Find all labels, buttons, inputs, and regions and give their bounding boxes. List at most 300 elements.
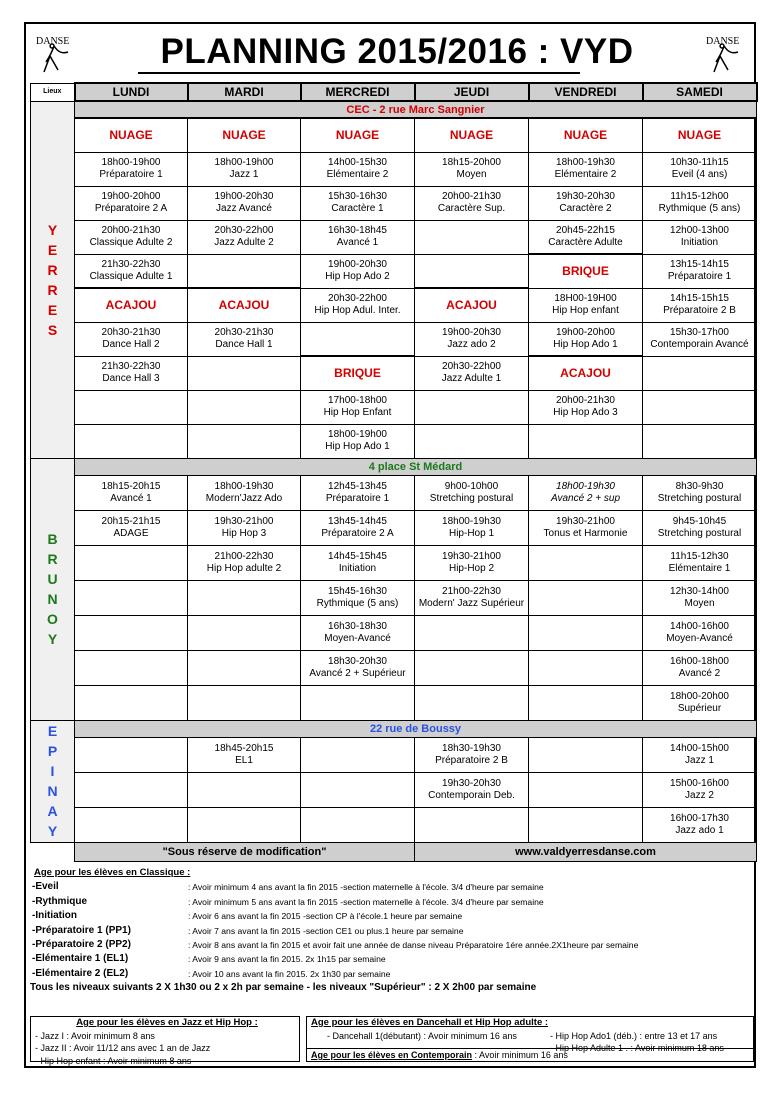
class-level: Jazz Adulte 1 (441, 373, 502, 384)
schedule-row (31, 288, 757, 322)
class-time: 14h00-15h30 (328, 157, 387, 168)
class-slot (188, 685, 301, 720)
class-time: 16h00-18h00 (670, 655, 729, 667)
room-name: NUAGE (75, 118, 188, 152)
room-name: ACAJOU (529, 356, 643, 390)
class-time: 20h30-22h00 (328, 293, 387, 304)
age-note-label: -Initiation (32, 910, 77, 922)
class-slot (415, 390, 529, 424)
class-level: Avancé 1 (110, 492, 152, 504)
dancehall-box-heading: Age pour les élèves en Dancehall et Hip Hop adulte : (311, 1017, 549, 1028)
town-letter: E (47, 301, 58, 318)
class-slot (529, 545, 643, 580)
title-underline (138, 72, 580, 74)
day-header: VENDREDI (529, 83, 643, 101)
age-note-row (28, 924, 756, 938)
class-slot (301, 772, 415, 807)
town-letter: I (50, 763, 55, 779)
age-note-text: : Avoir minimum 5 ans avant la fin 2015 -section maternelle à l'école. 3/4 d'heure par semaine (188, 896, 544, 907)
class-level: Jazz ado 2 (447, 339, 496, 350)
class-time: 11h15-12h00 (670, 191, 729, 202)
svg-text:DANSE: DANSE (706, 36, 740, 47)
schedule-row (31, 772, 757, 807)
age-note-label: -Rythmique (32, 895, 87, 907)
class-time: 18h30-20h30 (328, 655, 387, 667)
class-slot (529, 615, 643, 650)
class-time: 16h00-17h30 (670, 812, 729, 824)
class-time: 15h30-16h30 (328, 191, 387, 202)
town-letter: R (47, 261, 58, 278)
schedule-row (31, 220, 757, 254)
class-slot (301, 580, 415, 615)
class-slot (415, 186, 529, 220)
class-level: Initiation (338, 562, 377, 574)
class-time: 15h45-16h30 (328, 585, 387, 597)
age-note-text: : Avoir 10 ans avant la fin 2015. 2x 1h30 par semaine (188, 968, 391, 979)
class-level: Classique Adulte 2 (89, 237, 173, 248)
age-note-text: : Avoir 8 ans avant la fin 2015 et avoir fait une année de danse niveau Préparatoire 1ére année.2X1heure par semaine (188, 940, 639, 951)
class-slot (529, 650, 643, 685)
class-level: EL1 (235, 754, 253, 766)
hiphop-age-line: - Hip Hop Ado1 (déb.) : entre 13 et 17 ans (550, 1030, 718, 1041)
class-slot (188, 186, 301, 220)
class-time: 16h30-18h30 (328, 620, 387, 632)
class-slot (301, 685, 415, 720)
class-slot (415, 737, 529, 772)
class-time: 19h00-20h30 (214, 191, 274, 202)
class-slot (643, 807, 757, 842)
class-level: Moyen (684, 597, 715, 609)
class-time: 12h45-13h45 (328, 480, 387, 492)
class-time: 18h30-19h30 (442, 742, 501, 754)
town-label (31, 101, 75, 458)
class-time: 10h30-11h15 (670, 157, 729, 168)
class-slot (415, 475, 529, 510)
class-slot (643, 390, 757, 424)
jazz-box-heading: Age pour les élèves en Jazz et Hip Hop : (76, 1017, 258, 1028)
dancehall-box (306, 1016, 754, 1062)
day-header: LUNDI (75, 83, 188, 101)
class-level: Préparatoire 2 A (94, 203, 168, 214)
schedule-row (31, 545, 757, 580)
class-time: 19h00-20h00 (556, 326, 615, 338)
class-time: 21h00-22h30 (442, 585, 501, 597)
class-slot (75, 737, 188, 772)
class-slot (643, 615, 757, 650)
room-name: NUAGE (529, 118, 643, 152)
class-slot (415, 356, 529, 390)
class-slot (643, 288, 757, 322)
class-slot (75, 475, 188, 510)
class-slot (301, 737, 415, 772)
days-header-row (31, 83, 757, 101)
class-level: Jazz ado 1 (675, 824, 724, 836)
class-slot (529, 475, 643, 510)
class-level: Tonus et Harmonie (543, 527, 628, 539)
class-slot (301, 220, 415, 254)
class-slot (75, 510, 188, 545)
class-time: 19h30-20h30 (556, 191, 615, 202)
schedule-row (31, 615, 757, 650)
town-label (31, 720, 75, 842)
class-level: Caractère Sup. (437, 203, 506, 214)
class-slot (75, 152, 188, 186)
town-letter: A (47, 803, 58, 819)
class-time: 18h00-19h00 (214, 157, 274, 168)
class-time: 20h45-22h15 (556, 224, 615, 236)
schedule-table (30, 82, 758, 862)
class-slot (529, 737, 643, 772)
class-slot (188, 475, 301, 510)
jazz-age-line: - Hip Hop enfant : Avoir minimum 8 ans (35, 1055, 192, 1066)
age-note-text: : Avoir minimum 4 ans avant la fin 2015 -section maternelle à l'école. 3/4 d'heure par semaine (188, 882, 544, 893)
class-level: Caractère 2 (559, 203, 612, 214)
class-slot (643, 737, 757, 772)
class-slot (415, 322, 529, 356)
class-level: Supérieur (677, 702, 722, 714)
class-level: Jazz 1 (685, 754, 714, 766)
class-level: Stretching postural (657, 492, 742, 504)
location-address: CEC - 2 rue Marc Sangnier (75, 101, 757, 118)
class-slot (643, 322, 757, 356)
room-name: NUAGE (643, 118, 757, 152)
day-header: MERCREDI (301, 83, 415, 101)
class-slot (301, 650, 415, 685)
class-slot (529, 580, 643, 615)
class-level: Hip Hop enfant (552, 305, 619, 316)
age-note-row (28, 895, 756, 909)
class-slot (301, 807, 415, 842)
town-letter: N (47, 591, 58, 607)
class-time: 19h30-21h00 (442, 550, 501, 562)
schedule-row (31, 152, 757, 186)
age-note-label: -Elémentaire 2 (EL2) (32, 967, 129, 979)
class-slot (529, 220, 643, 254)
class-time: 19h00-20h30 (328, 259, 387, 270)
class-time: 14h00-15h00 (670, 742, 729, 754)
class-slot (188, 254, 301, 288)
class-slot (643, 356, 757, 390)
class-time: 18h00-19h00 (101, 157, 161, 168)
class-time: 8h30-9h30 (675, 480, 724, 492)
class-time: 21h00-22h30 (214, 550, 274, 562)
age-note-row (28, 967, 756, 981)
class-level: Préparatoire 2 B (663, 305, 736, 316)
class-time: 9h45-10h45 (672, 515, 727, 527)
dancehall-age-line: - Dancehall 1(débutant) : Avoir minimum 16 ans (327, 1030, 517, 1041)
class-slot (188, 615, 301, 650)
age-note-text: : Avoir 7 ans avant la fin 2015 -section CE1 ou plus.1 heure par semaine (188, 925, 464, 936)
class-slot (643, 685, 757, 720)
schedule-row (31, 580, 757, 615)
class-slot (301, 615, 415, 650)
class-level: Stretching postural (429, 492, 514, 504)
class-level: Rythmique (5 ans) (658, 203, 741, 214)
town-letter: Y (47, 823, 58, 839)
class-time: 18h15-20h00 (442, 157, 501, 168)
room-name: BRIQUE (301, 356, 415, 390)
class-level: Avancé 2 (678, 667, 721, 679)
class-slot (188, 322, 301, 356)
class-time: 19h30-21h00 (214, 515, 274, 527)
class-slot (529, 390, 643, 424)
class-level: Rythmique (5 ans) (316, 597, 399, 609)
town-letter: E (47, 723, 58, 739)
class-slot (188, 510, 301, 545)
age-boxes (30, 1016, 754, 1066)
class-time: 20h00-21h30 (556, 395, 615, 406)
class-slot (529, 807, 643, 842)
class-time: 19h00-20h30 (442, 327, 501, 338)
town-letter: Y (47, 221, 58, 238)
class-time: 11h15-12h30 (670, 550, 729, 562)
class-level: Hip Hop Ado 1 (553, 338, 618, 350)
schedule-row (31, 424, 757, 458)
class-slot (529, 772, 643, 807)
class-slot (75, 650, 188, 685)
class-time: 18h00-19h30 (556, 157, 615, 168)
class-level: Avancé 2 + sup (550, 492, 621, 504)
jazz-age-line: - Jazz II : Avoir 11/12 ans avec 1 an de Jazz (35, 1043, 211, 1053)
class-slot (643, 510, 757, 545)
class-time: 12h00-13h00 (670, 225, 729, 236)
class-time: 18h15-20h15 (101, 480, 161, 492)
class-slot (188, 390, 301, 424)
class-level: Moyen-Avancé (324, 632, 391, 644)
age-note-row (28, 938, 756, 952)
location-row (31, 720, 757, 737)
schedule-row (31, 254, 757, 288)
class-level: Initiation (680, 237, 719, 248)
age-note-label: -Préparatoire 2 (PP2) (32, 939, 131, 951)
town-letter: R (47, 551, 58, 567)
age-note-row (28, 880, 756, 894)
class-time: 13h45-14h45 (328, 515, 387, 527)
svg-text:DANSE: DANSE (36, 36, 70, 47)
room-name: ACAJOU (188, 288, 301, 322)
hiphop-age-line: - Hip Hop Adulte 1 . : Avoir minimum 18 ans (550, 1043, 724, 1053)
schedule-row (31, 356, 757, 390)
class-time: 20h00-21h30 (101, 225, 161, 236)
room-name: NUAGE (415, 118, 529, 152)
class-slot (529, 424, 643, 458)
class-level: Stretching postural (657, 527, 742, 539)
class-level: Préparatoire 2 A (321, 527, 394, 539)
class-slot (643, 220, 757, 254)
age-note-label: -Préparatoire 1 (PP1) (32, 924, 131, 936)
class-time: 19h30-20h30 (442, 777, 501, 789)
class-slot (529, 685, 643, 720)
class-slot (75, 424, 188, 458)
class-slot (415, 220, 529, 254)
class-slot (415, 580, 529, 615)
class-time: 12h30-14h00 (670, 585, 729, 597)
room-name: BRIQUE (529, 254, 643, 288)
class-slot (415, 807, 529, 842)
class-time: 19h30-21h00 (556, 515, 615, 527)
footer-disclaimer: "Sous réserve de modification" (75, 842, 415, 861)
class-time: 20h30-22h00 (442, 361, 501, 372)
class-level: Avancé 2 + Supérieur (309, 667, 406, 679)
class-level: Contemporain Deb. (428, 789, 515, 801)
class-slot (415, 545, 529, 580)
class-level: Jazz Avancé (216, 203, 272, 214)
class-level: Hip Hop Enfant (323, 407, 392, 418)
class-time: 16h30-18h45 (328, 225, 387, 236)
day-header: JEUDI (415, 83, 529, 101)
class-slot (188, 152, 301, 186)
class-level: Caractère Adulte (548, 236, 623, 248)
jazz-age-line: - Jazz I : Avoir minimum 8 ans (35, 1030, 155, 1041)
class-level: Modern'Jazz Ado (205, 492, 283, 504)
class-slot (301, 152, 415, 186)
class-slot (75, 580, 188, 615)
class-slot (643, 650, 757, 685)
class-slot (643, 545, 757, 580)
class-level: Dance Hall 3 (102, 373, 160, 384)
footer-row (31, 842, 757, 861)
schedule-row (31, 118, 757, 152)
class-slot (75, 254, 188, 288)
planning-sheet (24, 22, 756, 1068)
class-time: 17h00-18h00 (328, 395, 387, 406)
class-level: Dance Hall 2 (102, 339, 160, 350)
town-letter: Y (47, 631, 58, 647)
class-level: Hip Hop Adul. Inter. (314, 305, 401, 316)
class-time: 20h30-21h30 (214, 327, 274, 338)
class-level: Préparatoire 1 (325, 492, 390, 504)
class-time: 19h00-20h00 (101, 191, 161, 202)
contemporain-text: : Avoir minimum 16 ans (472, 1050, 568, 1060)
class-slot (415, 772, 529, 807)
class-slot (643, 254, 757, 288)
age-note-text: : Avoir 6 ans avant la fin 2015 -section CP à l'école.1 heure par semaine (188, 911, 463, 922)
class-time: 18h00-19h30 (556, 480, 615, 492)
schedule-row (31, 186, 757, 220)
schedule-row (31, 475, 757, 510)
class-time: 15h00-16h00 (670, 777, 729, 789)
class-level: Elémentaire 2 (554, 169, 617, 180)
class-slot (415, 615, 529, 650)
class-time: 20h30-22h00 (214, 225, 274, 236)
classique-heading: Age pour les élèves en Classique : (34, 867, 191, 878)
class-level: Avancé 1 (336, 237, 379, 248)
age-notes (28, 866, 756, 996)
class-time: 20h00-21h30 (442, 191, 501, 202)
town-letter: O (47, 611, 58, 627)
footer-website: www.valdyerresdanse.com (415, 842, 757, 861)
lieux-label: Lieux (31, 83, 75, 101)
danse-logo-left (32, 32, 78, 78)
class-slot (188, 580, 301, 615)
class-level: Préparatoire 1 (667, 271, 732, 282)
class-level: Hip-Hop 1 (448, 527, 495, 539)
class-slot (75, 807, 188, 842)
class-level: Hip Hop 3 (221, 527, 267, 539)
class-slot (415, 685, 529, 720)
class-level: Moyen (456, 169, 487, 180)
schedule-row (31, 737, 757, 772)
town-letter: R (47, 281, 58, 298)
class-slot (188, 356, 301, 390)
class-level: Préparatoire 2 B (435, 754, 508, 766)
class-level: Jazz 1 (229, 169, 259, 180)
class-slot (188, 424, 301, 458)
class-slot (75, 615, 188, 650)
class-level: Modern' Jazz Supérieur (418, 597, 525, 609)
class-time: 20h15-21h15 (101, 515, 161, 527)
class-slot (301, 186, 415, 220)
class-slot (529, 288, 643, 322)
class-slot (301, 475, 415, 510)
class-slot (643, 772, 757, 807)
footer-spacer (31, 842, 75, 861)
class-time: 18H00-19H00 (554, 293, 617, 304)
class-level: Moyen-Avancé (666, 632, 733, 644)
town-letter: P (47, 743, 58, 759)
schedule-row (31, 807, 757, 842)
class-slot (188, 545, 301, 580)
danse-logo-right (702, 32, 748, 78)
class-time: 18h00-19h30 (442, 515, 501, 527)
class-slot (75, 390, 188, 424)
class-slot (529, 186, 643, 220)
location-address: 4 place St Médard (75, 458, 757, 475)
room-name: NUAGE (188, 118, 301, 152)
class-level: Hip Hop Ado 3 (553, 407, 618, 418)
class-time: 14h00-16h00 (670, 620, 729, 632)
class-slot (188, 650, 301, 685)
day-header: SAMEDI (643, 83, 757, 101)
class-slot (415, 254, 529, 288)
age-note-row (28, 952, 756, 966)
class-slot (301, 254, 415, 288)
schedule-row (31, 322, 757, 356)
class-slot (301, 510, 415, 545)
class-slot (415, 510, 529, 545)
age-note-label: -Elémentaire 1 (EL1) (32, 953, 129, 965)
class-level: Hip Hop adulte 2 (206, 562, 282, 574)
class-level: Préparatoire 1 (99, 169, 163, 180)
class-slot (75, 545, 188, 580)
class-slot (301, 545, 415, 580)
class-slot (301, 424, 415, 458)
schedule-row (31, 390, 757, 424)
class-slot (643, 186, 757, 220)
class-level: Elémentaire 2 (326, 169, 389, 180)
town-letter: U (47, 571, 58, 587)
class-slot (301, 322, 415, 356)
class-time: 21h30-22h30 (101, 361, 161, 372)
class-slot (529, 322, 643, 356)
class-slot (529, 152, 643, 186)
class-level: Caractère 1 (331, 203, 384, 214)
class-slot (643, 424, 757, 458)
jazz-hiphop-box (30, 1016, 300, 1066)
class-level: Hip Hop Ado 2 (325, 271, 390, 282)
town-letter: B (47, 531, 58, 547)
class-level: Dance Hall 1 (215, 339, 273, 350)
class-time: 21h30-22h30 (101, 258, 161, 270)
class-level: Hip-Hop 2 (448, 562, 495, 574)
class-level: Classique Adulte 1 (89, 270, 173, 282)
class-time: 14h45-15h45 (328, 550, 387, 562)
location-address: 22 rue de Boussy (75, 720, 757, 737)
class-level: Eveil (4 ans) (671, 169, 728, 180)
class-level: Jazz 2 (685, 789, 714, 801)
class-time: 18h00-20h00 (670, 690, 729, 702)
town-letter: N (47, 783, 58, 799)
